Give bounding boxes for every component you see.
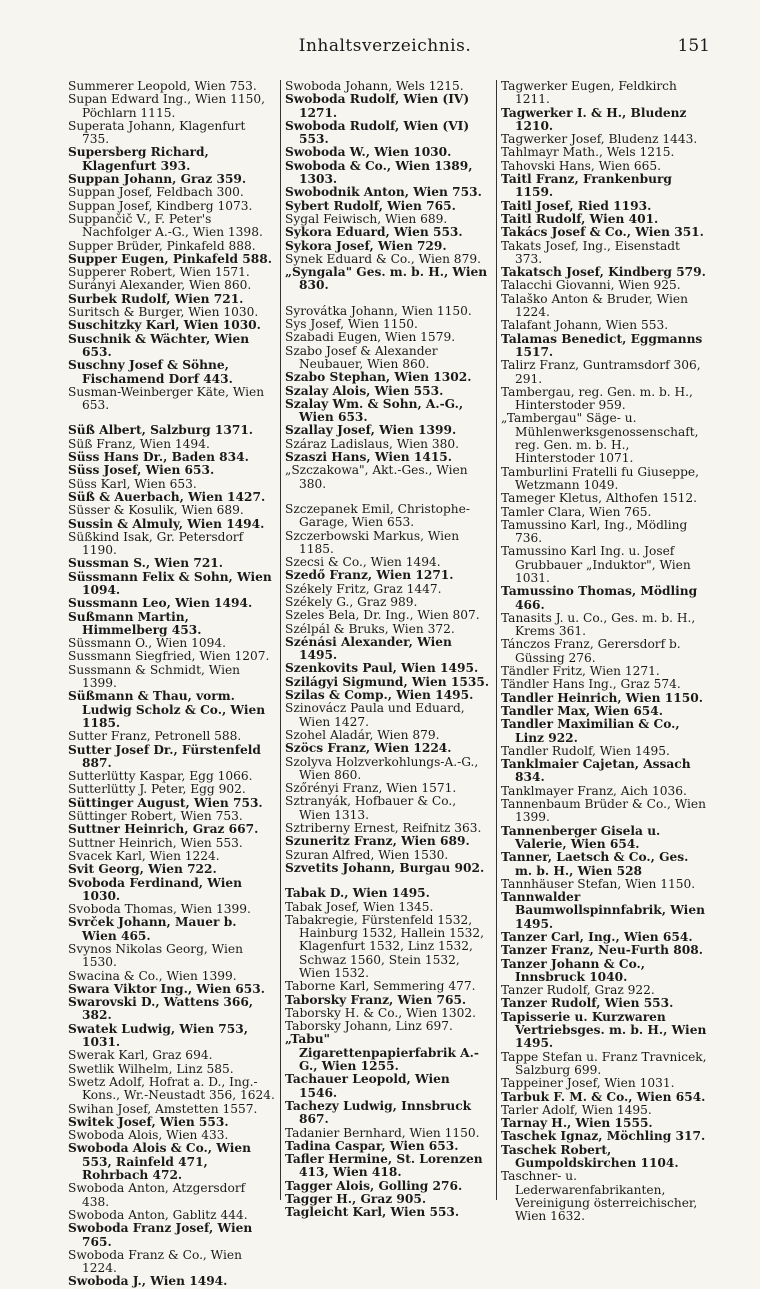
index-entry: Swetz Adolf, Hofrat a. D., Ing.-Kons., Wr.-Neustadt 356, 1624. [68, 1074, 275, 1103]
index-entry: Tanzer Rudolf, Graz 922. [501, 983, 655, 998]
index-entry: Szalay Alois, Wien 553. [285, 383, 444, 398]
index-entry: Sztriberny Ernest, Reifnitz 363. [285, 821, 482, 836]
index-entry: Süss Karl, Wien 653. [68, 476, 197, 491]
index-entry: Suppan Josef, Feldbach 300. [68, 185, 244, 200]
index-entry: Swoboda Franz Josef, Wien 765. [68, 1221, 253, 1249]
index-entry: Tamussino Karl, Ing., Mödling 736. [501, 517, 688, 546]
index-entry: Talirz Franz, Guntramsdorf 306, 291. [501, 358, 701, 386]
index-entry: Swoboda Franz & Co., Wien 1224. [68, 1247, 242, 1276]
index-entry: Süßkind Isak, Gr. Petersdorf 1190. [68, 529, 244, 558]
index-entry: Szenkovits Paul, Wien 1495. [285, 661, 479, 676]
index-entry: Svynos Nikolas Georg, Wien 1530. [68, 942, 243, 970]
index-entry: Svoboda Ferdinand, Wien 1030. [68, 875, 242, 903]
index-entry: Swara Viktor Ing., Wien 653. [68, 981, 265, 996]
index-entry: Tabak D., Wien 1495. [285, 886, 430, 901]
index-entry: Talaško Anton & Bruder, Wien 1224. [501, 291, 688, 320]
index-entry: Tabakregie, Fürstenfeld 1532, Hainburg 1532, Hallein 1532, Klagenfurt 1532, Linz 1532, Schwaz 1560, Stein 1532, Wien 1532. [285, 912, 484, 980]
index-entry: Süß Franz, Wien 1494. [68, 436, 210, 451]
index-entry: Szolyva Holzverkohlungs-A.-G., Wien 860. [285, 754, 479, 782]
index-entry: Talacchi Giovanni, Wien 925. [501, 278, 681, 293]
index-entry: Szilas & Comp., Wien 1495. [285, 688, 474, 703]
index-entry: Szallay Josef, Wien 1399. [285, 423, 457, 438]
index-column-1 [64, 79, 280, 1289]
index-entry: Tannwalder Baumwollspinnfabrik, Wien 1495. [501, 890, 705, 931]
index-entry: Suppančič V., F. Peter's Nachfolger A.-G., Wien 1398. [68, 211, 263, 240]
index-entry: Tagger Alois, Golling 276. [285, 1178, 463, 1193]
index-entry: Szélpál & Bruks, Wien 372. [285, 621, 455, 636]
index-entry: Swoboda Rudolf, Wien (VI) 553. [285, 118, 470, 147]
index-entry: Swoboda Alois & Co., Wien 553, Rainfeld 471, Rohrbach 472. [68, 1141, 251, 1183]
index-entry: Tagleicht Karl, Wien 553. [285, 1205, 460, 1220]
index-entry: Talafant Johann, Wien 553. [501, 318, 669, 333]
index-entry: Suschnik & Wächter, Wien 653. [68, 331, 250, 359]
index-entry: Tannhäuser Stefan, Wien 1150. [501, 876, 696, 891]
index-entry: Supper Brüder, Pinkafeld 888. [68, 238, 256, 253]
index-entry: Sybert Rudolf, Wien 765. [285, 198, 456, 213]
index-entry: Tanzer Rudolf, Wien 553. [501, 996, 674, 1011]
index-entry: Tánczos Franz, Gerersdorf b. Güssing 276. [501, 637, 681, 665]
index-entry: Tappe Stefan u. Franz Travnicek, Salzburg 699. [501, 1049, 707, 1077]
index-entry: Tamussino Thomas, Mödling 466. [501, 584, 698, 612]
index-entry: Surányi Alexander, Wien 860. [68, 278, 252, 293]
index-entry: Swobodnik Anton, Wien 753. [285, 185, 482, 200]
index-entry: Szedő Franz, Wien 1271. [285, 568, 454, 583]
index-entry: Szénási Alexander, Wien 1495. [285, 634, 452, 663]
index-entry: Tachauer Leopold, Wien 1546. [285, 1072, 450, 1100]
index-entry: Takács Josef & Co., Wien 351. [501, 225, 704, 240]
index-entry: Summerer Leopold, Wien 753. [68, 79, 257, 93]
index-entry: Süttinger Robert, Wien 753. [68, 809, 243, 824]
index-entry: Suschny Josef & Söhne, Fischamend Dorf 443. [68, 358, 233, 386]
index-entry: Székely Fritz, Graz 1447. [285, 581, 442, 596]
index-entry: Süss Hans Dr., Baden 834. [68, 450, 249, 465]
index-entry: Tarnay H., Wien 1555. [501, 1116, 653, 1131]
index-column-2 [280, 79, 496, 1220]
index-entry: Takatsch Josef, Kindberg 579. [501, 265, 706, 280]
index-entry: Swoboda Alois, Wien 433. [68, 1128, 229, 1143]
index-entry: Szilágyi Sigmund, Wien 1535. [285, 674, 490, 689]
index-entry: Tabak Josef, Wien 1345. [285, 899, 434, 914]
index-entry: „Tambergau" Säge- u. Mühlenwerksgenossenschaft, reg. Gen. m. b. H., Hinterstoder 1071. [501, 411, 699, 466]
index-entry: Sutter Franz, Petronell 588. [68, 729, 242, 744]
index-entry: Tändler Fritz, Wien 1271. [501, 664, 660, 679]
index-entry: Taborsky H. & Co., Wien 1302. [285, 1005, 477, 1020]
index-entry: Száraz Ladislaus, Wien 380. [285, 436, 460, 451]
index-entry: Suschitzky Karl, Wien 1030. [68, 318, 261, 333]
index-entry: Süssmann Felix & Sohn, Wien 1094. [68, 569, 272, 597]
index-entry: Sutter Josef Dr., Fürstenfeld 887. [68, 742, 261, 770]
index-entry: Süß Albert, Salzburg 1371. [68, 423, 254, 438]
index-entry: Tanner, Laetsch & Co., Ges. m. b. H., Wien 528 [501, 850, 689, 878]
index-entry: Sutterlütty J. Peter, Egg 902. [68, 782, 246, 797]
index-entry: Suritsch & Burger, Wien 1030. [68, 305, 259, 320]
index-entry: Supperer Robert, Wien 1571. [68, 265, 250, 280]
index-entry: „Szczakowa", Akt.-Ges., Wien 380. [285, 463, 468, 491]
index-entry: Süttinger August, Wien 753. [68, 795, 263, 810]
index-entry: Tändler Hans Ing., Graz 574. [501, 677, 681, 692]
index-entry: Sussin & Almuly, Wien 1494. [68, 516, 265, 531]
page-header [60, 36, 710, 60]
index-entry: Tachezy Ludwig, Innsbruck 867. [285, 1098, 472, 1127]
index-entry: Tagwerker Eugen, Feldkirch 1211. [501, 79, 677, 107]
index-entry: Tagwerker I. & H., Bludenz 1210. [501, 105, 687, 133]
index-entry: Svoboda Thomas, Wien 1399. [68, 902, 251, 917]
index-entry: Tahlmayr Math., Wels 1215. [501, 145, 675, 160]
index-entry: Taborne Karl, Semmering 477. [285, 979, 476, 994]
index-columns [64, 79, 714, 1289]
index-entry: Sykora Eduard, Wien 553. [285, 225, 463, 240]
index-entry: Susman-Weinberger Käte, Wien 653. [68, 384, 265, 413]
index-entry: Syrovátka Johann, Wien 1150. [285, 303, 472, 318]
index-entry: Tandler Heinrich, Wien 1150. [501, 690, 703, 705]
index-entry: Szabo Stephan, Wien 1302. [285, 370, 472, 385]
index-entry: Suppan Johann, Graz 359. [68, 172, 247, 187]
index-entry: Tamussino Karl Ing. u. Josef Grubbauer „Induktor", Wien 1031. [501, 544, 691, 585]
index-entry: „Tabu" Zigarettenpapierfabrik A.-G., Wien 1255. [285, 1032, 479, 1074]
index-entry: Sussmann & Schmidt, Wien 1399. [68, 662, 241, 691]
index-entry: Tandler Maximilian & Co., Linz 922. [501, 717, 680, 745]
index-entry: Tandler Max, Wien 654. [501, 703, 664, 718]
index-entry: Süsser & Kosulik, Wien 689. [68, 503, 244, 518]
index-entry: Swetlik Wilhelm, Linz 585. [68, 1061, 234, 1076]
index-entry: Tarbuk F. M. & Co., Wien 654. [501, 1089, 706, 1104]
index-entry: Takats Josef, Ing., Eisenstadt 373. [501, 238, 680, 266]
index-entry: Tamler Clara, Wien 765. [501, 504, 652, 519]
index-entry: Taschek Robert, Gumpoldskirchen 1104. [501, 1142, 679, 1171]
index-entry: Szaszi Hans, Wien 1415. [285, 450, 453, 465]
index-entry: Sykora Josef, Wien 729. [285, 238, 447, 253]
index-entry: Szőrényi Franz, Wien 1571. [285, 781, 457, 796]
index-entry: Talamas Benedict, Eggmanns 1517. [501, 331, 703, 359]
index-entry: Sygal Feiwisch, Wien 689. [285, 211, 448, 226]
index-entry: Tapisserie u. Kurzwaren Vertriebsges. m. b. H., Wien 1495. [501, 1009, 707, 1051]
index-entry: Szabo Josef & Alexander Neubauer, Wien 860. [285, 343, 438, 371]
index-entry: Sztranyák, Hofbauer & Co., Wien 1313. [285, 794, 457, 822]
page-number: 151 [677, 36, 710, 56]
index-entry: Tappeiner Josef, Wien 1031. [501, 1076, 675, 1091]
index-entry: Svrček Johann, Mauer b. Wien 465. [68, 915, 237, 943]
index-entry: Suttner Heinrich, Graz 667. [68, 822, 259, 837]
index-entry: Suttner Heinrich, Wien 553. [68, 835, 243, 850]
index-entry: Tafler Hermine, St. Lorenzen 413, Wien 418. [285, 1152, 483, 1180]
index-entry: „Syngala" Ges. m. b. H., Wien 830. [285, 265, 488, 293]
index-entry: Tadanier Bernhard, Wien 1150. [285, 1125, 480, 1140]
index-entry: Surbek Rudolf, Wien 721. [68, 291, 244, 306]
index-entry: Süßmann & Thau, vorm. Ludwig Scholz & Co., Wien 1185. [68, 689, 266, 730]
index-entry: Swoboda & Co., Wien 1389, 1303. [285, 158, 473, 187]
index-entry: Tarler Adolf, Wien 1495. [501, 1102, 652, 1117]
index-entry: Switek Josef, Wien 553. [68, 1114, 229, 1129]
index-entry: Szinovácz Paula und Eduard, Wien 1427. [285, 701, 465, 729]
index-entry: Tagwerker Josef, Bludenz 1443. [501, 132, 698, 147]
index-entry: Szohel Aladár, Wien 879. [285, 727, 440, 742]
index-entry: Szczerbowski Markus, Wien 1185. [285, 528, 460, 556]
index-entry: Swoboda Anton, Gablitz 444. [68, 1207, 248, 1222]
index-entry: Tanklmayer Franz, Aich 1036. [501, 783, 687, 798]
index-entry: Székely G., Graz 989. [285, 594, 418, 609]
index-entry: Swihan Josef, Amstetten 1557. [68, 1101, 258, 1116]
index-entry: Tanzer Johann & Co., Innsbruck 1040. [501, 956, 645, 984]
index-entry: Swoboda W., Wien 1030. [285, 145, 452, 160]
index-entry: Tameger Kletus, Althofen 1512. [501, 491, 698, 506]
index-entry: Tanzer Carl, Ing., Wien 654. [501, 930, 693, 944]
index-entry: Süss Josef, Wien 653. [68, 463, 215, 478]
index-entry: Szalay Wm. & Sohn, A.-G., Wien 653. [285, 396, 464, 425]
index-entry: Tandler Rudolf, Wien 1495. [501, 743, 670, 758]
index-entry: Sussman S., Wien 721. [68, 556, 224, 571]
index-column-3 [496, 79, 712, 1224]
index-entry: Taborsky Franz, Wien 765. [285, 992, 467, 1007]
index-entry: Taitl Rudolf, Wien 401. [501, 211, 659, 226]
index-entry: Tamburlini Fratelli fu Giuseppe, Wetzmann 1049. [501, 464, 699, 492]
index-entry: Svacek Karl, Wien 1224. [68, 848, 220, 863]
index-entry: Szöcs Franz, Wien 1224. [285, 741, 452, 756]
index-entry: Swoboda Rudolf, Wien (IV) 1271. [285, 92, 470, 120]
index-entry: Taitl Franz, Frankenburg 1159. [501, 172, 672, 200]
index-entry: Taschner- u. Lederwarenfabrikanten, Vereinigung österreichischer, Wien 1632. [501, 1169, 698, 1224]
index-entry: Swoboda Anton, Atzgersdorf 438. [68, 1181, 246, 1209]
index-entry: Tadina Caspar, Wien 653. [285, 1138, 459, 1153]
index-entry: Synek Eduard & Co., Wien 879. [285, 251, 481, 266]
index-entry: Szuneritz Franz, Wien 689. [285, 834, 470, 849]
index-entry: Suppan Josef, Kindberg 1073. [68, 198, 253, 213]
index-entry: Tanasits J. u. Co., Ges. m. b. H., Krems 361. [501, 610, 696, 639]
index-entry: Szecsi & Co., Wien 1494. [285, 555, 441, 570]
index-entry: Supper Eugen, Pinkafeld 588. [68, 251, 272, 266]
index-entry: Tanklmaier Cajetan, Assach 834. [501, 757, 691, 785]
index-entry: Supan Edward Ing., Wien 1150, Pöchlarn 1115. [68, 92, 266, 120]
page-title: Inhaltsverzeichnis. [298, 36, 472, 56]
index-entry: Svit Georg, Wien 722. [68, 862, 217, 877]
index-entry: Szeles Bela, Dr. Ing., Wien 807. [285, 608, 480, 623]
index-entry: Taborsky Johann, Linz 697. [285, 1019, 453, 1034]
index-entry: Superata Johann, Klagenfurt 735. [68, 118, 246, 147]
index-entry: Swoboda Johann, Wels 1215. [285, 79, 464, 93]
index-entry: Sußmann Martin, Himmelberg 453. [68, 609, 202, 637]
index-entry: Szuran Alfred, Wien 1530. [285, 847, 449, 862]
index-entry: Süß & Auerbach, Wien 1427. [68, 489, 266, 504]
index-entry: Szabadi Eugen, Wien 1579. [285, 330, 456, 345]
index-entry: Tagger H., Graz 905. [285, 1192, 427, 1207]
index-entry: Sussmann Siegfried, Wien 1207. [68, 649, 270, 664]
index-entry: Supersberg Richard, Klagenfurt 393. [68, 145, 209, 173]
index-entry: Swacina & Co., Wien 1399. [68, 968, 237, 983]
index-entry: Swerak Karl, Graz 694. [68, 1048, 213, 1063]
index-entry: Tambergau, reg. Gen. m. b. H., Hinterstoder 959. [501, 384, 693, 413]
index-entry: Süssmann O., Wien 1094. [68, 636, 227, 651]
index-entry: Tahovski Hans, Wien 665. [501, 158, 661, 173]
index-entry: Sussmann Leo, Wien 1494. [68, 596, 253, 611]
index-entry: Taschek Ignaz, Möchling 317. [501, 1129, 706, 1144]
index-entry: Tanzer Franz, Neu-Furth 808. [501, 943, 703, 958]
index-entry: Swatek Ludwig, Wien 753, 1031. [68, 1021, 248, 1050]
index-entry: Swoboda J., Wien 1494. [68, 1274, 228, 1289]
index-entry: Szczepanek Emil, Christophe-Garage, Wien 653. [285, 501, 470, 530]
index-entry: Taitl Josef, Ried 1193. [501, 198, 652, 213]
index-entry: Szvetits Johann, Burgau 902. [285, 860, 485, 875]
index-entry: Tannenbaum Brüder & Co., Wien 1399. [501, 797, 706, 825]
index-entry: Sutterlütty Kaspar, Egg 1066. [68, 769, 253, 784]
index-entry: Tannenberger Gisela u. Valerie, Wien 654. [501, 823, 661, 851]
index-entry: Sys Josef, Wien 1150. [285, 317, 418, 332]
index-entry: Swarovski D., Wattens 366, 382. [68, 995, 254, 1023]
